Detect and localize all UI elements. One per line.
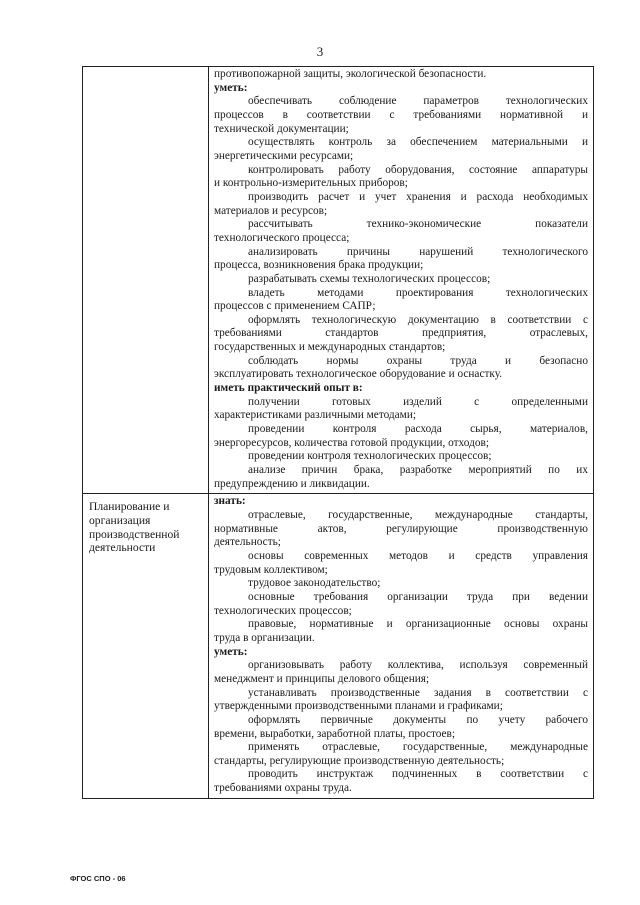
activity-cell — [83, 494, 209, 798]
section-heading: уметь: — [214, 645, 248, 658]
requirement-line: технологических процессов; — [214, 604, 352, 617]
requirement-line: контролировать работу оборудования, состояние аппаратуры — [248, 163, 588, 176]
requirements-cell — [209, 67, 594, 494]
requirement-line: отраслевые, государственные, международные стандарты, — [248, 509, 588, 521]
requirement-line: обеспечивать соблюдение параметров технологических — [248, 95, 588, 108]
requirement-line: технической документации; — [214, 122, 349, 135]
requirement-line: энергетическими ресурсами; — [214, 149, 354, 162]
requirement-line: проводить инструктаж подчиненных в соответствии с — [248, 768, 588, 781]
requirement-line: энергоресурсов, количества готовой продукции, отходов; — [214, 436, 489, 449]
requirement-line: основные требования организации труда при ведении — [248, 590, 588, 603]
activity-title-line: деятельности — [89, 541, 156, 555]
requirement-line: правовые, нормативные и организационные основы охраны — [248, 618, 588, 631]
requirement-line: производить расчет и учет хранения и расхода необходимых — [248, 190, 588, 203]
requirement-line: труда в организации. — [214, 631, 315, 644]
requirement-line: требованиями охраны труда. — [214, 782, 352, 795]
requirement-line: противопожарной защиты, экологической безопасности. — [214, 68, 487, 80]
requirement-line: устанавливать производственные задания в соответствии с — [248, 686, 588, 699]
table-row — [83, 67, 594, 494]
requirement-line: стандарты, регулирующие производственную деятельность; — [214, 754, 505, 767]
requirement-line: организовывать работу коллектива, используя современный — [248, 659, 588, 672]
requirement-line: оформлять технологическую документацию в соответствии с — [248, 313, 588, 326]
requirement-line: нормативные актов, регулирующие производственную — [214, 522, 588, 535]
requirement-line: разрабатывать схемы технологических процессов; — [248, 272, 491, 285]
requirement-line: требованиями стандартов предприятия, отраслевых, — [214, 327, 588, 340]
activity-cell — [83, 67, 209, 494]
requirement-line: проведении контроля технологических процессов; — [248, 450, 492, 463]
requirement-line: основы современных методов и средств управления — [248, 549, 588, 562]
requirement-line: эксплуатировать технологическое оборудование и оснастку. — [214, 368, 503, 381]
section-heading: знать: — [214, 495, 246, 508]
table-row — [83, 494, 594, 798]
requirement-line: утвержденными производственными планами и графиками; — [214, 700, 503, 713]
requirement-line: применять отраслевые, государственные, международные — [248, 741, 588, 754]
requirement-line: государственных и международных стандартов; — [214, 341, 446, 354]
requirement-line: оформлять первичные документы по учету рабочего — [248, 713, 588, 726]
requirement-line: получении готовых изделий с определенными — [248, 395, 588, 408]
requirement-line: процесса, возникновения брака продукции; — [214, 259, 424, 272]
activity-title-line: Планирование и — [89, 500, 170, 514]
requirement-line: деятельность; — [214, 536, 281, 549]
requirement-line: и контрольно-измерительных приборов; — [214, 177, 408, 190]
page-number: 3 — [316, 44, 324, 59]
requirement-line: трудовым коллективом; — [214, 563, 328, 576]
requirement-line: технологического процесса; — [214, 231, 350, 244]
requirement-line: владеть методами проектирования технологических — [248, 286, 588, 299]
competency-table — [82, 66, 594, 799]
activity-title — [83, 67, 208, 73]
requirement-line: процессов с применением САПР; — [214, 300, 376, 313]
requirement-line: менеджмент и принципы делового общения; — [214, 672, 430, 685]
requirement-line: соблюдать нормы охраны труда и безопасно — [248, 354, 588, 367]
requirement-line: предупреждению и ликвидации. — [214, 477, 370, 490]
requirement-line: анализе причин брака, разработке мероприятий по их — [248, 464, 588, 477]
requirement-line: времени, выработки, заработной платы, простоев; — [214, 727, 456, 740]
requirement-line: анализировать причины нарушений технологического — [248, 245, 588, 258]
requirements-cell — [209, 494, 594, 798]
requirement-line: рассчитывать технико-экономические показатели — [248, 218, 588, 231]
section-heading: иметь практический опыт в: — [214, 382, 363, 395]
footer-doc-code: ФГОС СПО - 06 — [70, 874, 126, 883]
requirement-line: характеристиками различными методами; — [214, 409, 417, 422]
requirement-line: проведении контроля расхода сырья, материалов, — [248, 423, 588, 436]
requirement-line: осуществлять контроль за обеспечением материальными и — [248, 136, 588, 149]
requirement-line: трудовое законодательство; — [248, 577, 381, 590]
section-heading: уметь: — [214, 81, 248, 94]
requirement-line: процессов в соответствии с требованиями нормативной и — [214, 108, 588, 121]
activity-title — [83, 494, 208, 554]
requirement-line: материалов и ресурсов; — [214, 204, 328, 217]
activity-title-line: производственной — [89, 527, 180, 541]
activity-title-line: организация — [89, 513, 151, 527]
